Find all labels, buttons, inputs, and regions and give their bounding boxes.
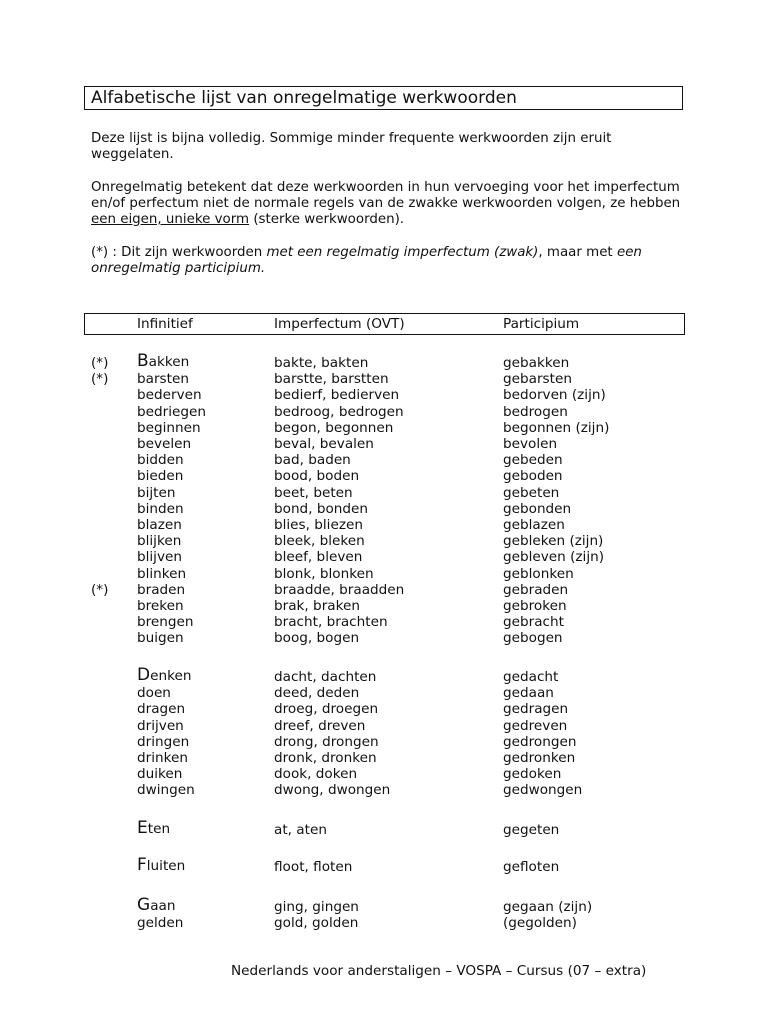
initial-letter: G (137, 895, 151, 915)
header-infinitief: Infinitief (137, 316, 193, 332)
intro-p3-italic-2: een onregelmatig participium. (91, 245, 642, 276)
infinitief-text: dwingen (137, 782, 195, 799)
infinitief-text: blinken (137, 565, 187, 582)
participium-cell: begonnen (zijn) (503, 419, 610, 436)
header-imperfectum: Imperfectum (OVT) (274, 316, 405, 332)
infinitief-text: bevelen (137, 436, 192, 452)
participium-cell: gedronken (503, 750, 576, 766)
participium-cell: gebroken (503, 598, 567, 614)
infinitief-cell (137, 820, 170, 837)
imperfectum-cell: deed, deden (274, 685, 360, 702)
table-header (84, 313, 685, 335)
imperfectum-cell: begon, begonnen (274, 419, 394, 436)
imperfectum-cell: bond, bonden (274, 500, 369, 517)
imperfectum-cell: brak, braken (274, 598, 360, 614)
participium-cell: gedreven (503, 717, 568, 734)
infinitief-cell (137, 701, 185, 717)
intro-p2-end: (sterke werkwoorden). (249, 212, 405, 227)
infinitief-text: beginnen (137, 419, 201, 436)
participium-cell: geboden (503, 468, 563, 485)
infinitief-text: breken (137, 598, 184, 614)
imperfectum-cell: blonk, blonken (274, 565, 374, 582)
infinitief-text: ten (147, 821, 171, 837)
participium-cell: (gegolden) (503, 915, 577, 932)
participium-cell: bevolen (503, 436, 558, 452)
infinitief-cell (137, 485, 176, 501)
participium-cell: gebleken (zijn) (503, 533, 604, 550)
infinitief-text: braden (137, 581, 186, 598)
infinitief-text: bedriegen (137, 403, 206, 420)
imperfectum-cell: blies, bliezen (274, 517, 363, 533)
imperfectum-cell: dook, doken (274, 766, 358, 783)
participium-cell: gebarsten (503, 371, 572, 388)
imperfectum-cell: bood, boden (274, 468, 360, 485)
imperfectum-cell: dreef, dreven (274, 717, 366, 734)
participium-cell: gedacht (503, 669, 559, 685)
page-title: Alfabetische lijst van onregelmatige werkwoorden (91, 88, 517, 108)
infinitief-text: binden (137, 500, 184, 517)
infinitief-text: drijven (137, 717, 184, 734)
participium-cell: gebraden (503, 581, 569, 598)
participium-cell: gegeten (503, 822, 560, 838)
infinitief-cell (137, 404, 206, 420)
imperfectum-cell: bakte, bakten (274, 355, 369, 371)
infinitief-cell (137, 420, 201, 436)
participium-cell: gebakken (503, 355, 570, 371)
infinitief-text: enken (150, 668, 192, 684)
imperfectum-cell: dronk, dronken (274, 750, 377, 766)
infinitief-cell (137, 566, 186, 582)
imperfectum-cell: dacht, dachten (274, 669, 377, 685)
imperfectum-cell: dwong, dwongen (274, 782, 391, 799)
infinitief-cell (137, 582, 185, 598)
infinitief-cell (137, 517, 182, 533)
imperfectum-cell: bad, baden (274, 452, 351, 469)
intro-p2-underlined: een eigen, unieke vorm (91, 212, 250, 227)
participium-cell: gefloten (503, 859, 560, 875)
page-footer: Nederlands voor anderstaligen – VOSPA – Cursus (07 – extra) (231, 963, 647, 979)
irregular-marker: (*) (91, 581, 109, 598)
infinitief-cell (137, 598, 184, 614)
infinitief-cell (137, 734, 189, 750)
infinitief-text: buigen (137, 630, 184, 647)
infinitief-cell (137, 468, 183, 484)
irregular-marker: (*) (91, 371, 109, 388)
infinitief-cell (137, 897, 175, 914)
imperfectum-cell: boog, bogen (274, 630, 360, 647)
infinitief-cell (137, 718, 184, 734)
infinitief-text: bidden (137, 452, 184, 469)
participium-cell: gedwongen (503, 782, 583, 799)
imperfectum-cell: bracht, brachten (274, 614, 388, 631)
infinitief-cell (137, 857, 185, 874)
participium-cell: gedragen (503, 701, 569, 718)
infinitief-text: barsten (137, 371, 189, 388)
participium-cell: gegaan (zijn) (503, 899, 593, 915)
infinitief-cell (137, 750, 188, 766)
imperfectum-cell: ging, gingen (274, 899, 359, 915)
infinitief-cell (137, 685, 171, 701)
participium-cell: bedorven (zijn) (503, 387, 606, 404)
infinitief-cell (137, 667, 191, 684)
infinitief-cell (137, 766, 182, 782)
infinitief-text: drinken (137, 750, 188, 766)
participium-cell: gedoken (503, 766, 562, 783)
imperfectum-cell: at, aten (274, 822, 327, 838)
infinitief-cell (137, 387, 202, 403)
infinitief-cell (137, 782, 195, 798)
infinitief-text: gelden (137, 915, 184, 932)
participium-cell: gebeten (503, 484, 560, 501)
intro-paragraph-3 (91, 245, 681, 277)
infinitief-text: dragen (137, 701, 186, 718)
infinitief-cell (137, 533, 181, 549)
intro-p3-mid: , maar met (538, 245, 617, 260)
participium-cell: gebleven (zijn) (503, 549, 605, 566)
participium-cell: gedrongen (503, 733, 577, 750)
infinitief-text: duiken (137, 766, 183, 783)
imperfectum-cell: braadde, braadden (274, 581, 405, 598)
infinitief-cell (137, 614, 194, 630)
intro-paragraph-1: Deze lijst is bijna volledig. Sommige minder frequente werkwoorden zijn eruit weggelaten. (91, 131, 612, 162)
initial-letter: E (137, 818, 148, 838)
participium-cell: gebeden (503, 452, 563, 469)
infinitief-text: doen (137, 685, 171, 702)
infinitief-text: akken (148, 354, 190, 370)
infinitief-cell (137, 501, 184, 517)
participium-cell: bedrogen (503, 403, 568, 420)
imperfectum-cell: beet, beten (274, 484, 353, 501)
infinitief-text: bieden (137, 468, 184, 485)
imperfectum-cell: bedroog, bedrogen (274, 403, 404, 420)
initial-letter: D (137, 665, 151, 685)
infinitief-cell (137, 630, 184, 646)
header-participium: Participium (503, 316, 580, 332)
participium-cell: geblazen (503, 517, 565, 533)
infinitief-text: blazen (137, 517, 182, 533)
irregular-marker: (*) (91, 355, 109, 371)
infinitief-text: blijven (137, 549, 182, 566)
infinitief-text: dringen (137, 733, 190, 750)
intro-p3-italic-1: met een regelmatig imperfectum (zwak) (266, 245, 539, 260)
infinitief-cell (137, 452, 184, 468)
infinitief-text: brengen (137, 614, 194, 631)
imperfectum-cell: bleef, bleven (274, 549, 363, 566)
participium-cell: gebonden (503, 500, 572, 517)
imperfectum-cell: floot, floten (274, 859, 353, 875)
infinitief-text: bijten (137, 484, 176, 501)
imperfectum-cell: gold, golden (274, 915, 359, 932)
participium-cell: geblonken (503, 565, 574, 582)
participium-cell: gebracht (503, 614, 564, 631)
title-box (84, 86, 683, 110)
infinitief-cell (137, 436, 191, 452)
initial-letter: B (137, 351, 149, 371)
infinitief-text: blijken (137, 533, 182, 550)
infinitief-cell (137, 549, 182, 565)
infinitief-cell (137, 371, 189, 387)
intro-p2-text: Onregelmatig betekent dat deze werkwoorden in hun vervoeging voor het imperfectum en/of perfectum niet de normale regels van de zwakke werkwoorden volgen, ze hebben (91, 180, 681, 211)
infinitief-text: aan (150, 898, 176, 914)
infinitief-text: luiten (146, 858, 186, 874)
participium-cell: gebogen (503, 630, 563, 647)
intro-p3-prefix: (*) : Dit zijn werkwoorden (91, 245, 267, 260)
infinitief-cell (137, 915, 183, 931)
imperfectum-cell: barstte, barstten (274, 371, 389, 388)
imperfectum-cell: bleek, bleken (274, 533, 365, 550)
infinitief-text: bederven (137, 387, 202, 404)
initial-letter: F (137, 855, 147, 875)
participium-cell: gedaan (503, 685, 554, 702)
imperfectum-cell: drong, drongen (274, 733, 379, 750)
intro-paragraph-2 (91, 180, 681, 228)
imperfectum-cell: beval, bevalen (274, 436, 374, 452)
imperfectum-cell: bedierf, bedierven (274, 387, 400, 404)
infinitief-cell (137, 353, 189, 370)
imperfectum-cell: droeg, droegen (274, 701, 379, 718)
